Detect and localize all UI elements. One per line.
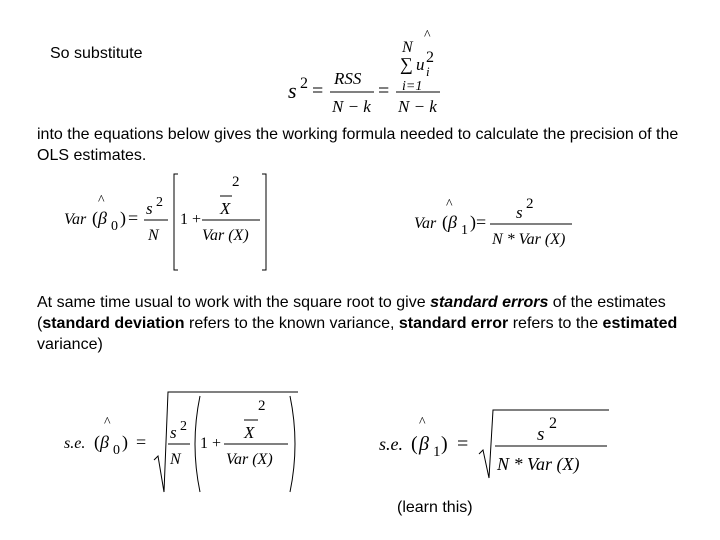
formula-s2-sum-bottom: i=1 — [402, 79, 423, 94]
se-b1-eq: = — [457, 433, 469, 455]
var-b0-beta: β — [98, 208, 107, 228]
paragraph-standard-errors — [37, 292, 697, 355]
p2-part-2: of the estimates — [548, 294, 666, 311]
se-b0-sub: 0 — [113, 443, 120, 458]
se-b0-den: N — [170, 451, 181, 468]
se-b1-num: s — [537, 424, 545, 445]
p2-part-4: refers to the known variance, — [184, 315, 399, 332]
formula-s2-denominator-2: N − k — [398, 97, 437, 116]
se-b0-xbar-exp: 2 — [258, 398, 266, 414]
var-b0-close: ) — [120, 208, 126, 228]
var-b0-label: Var — [64, 211, 87, 228]
se-b1-label: s.e. — [379, 434, 403, 454]
se-b0-open: ( — [94, 432, 100, 452]
formula-s2-eq-2: = — [378, 80, 390, 102]
p2-emphasis-standard-deviation: standard deviation — [42, 315, 185, 332]
var-b0-open: ( — [92, 208, 98, 228]
var-b0-den: N — [148, 227, 159, 244]
formula-s2-sum-top: N — [402, 39, 413, 56]
p2-part-3: ( — [37, 315, 43, 332]
formula-s2-sum-sign: ∑ — [400, 54, 413, 74]
p2-part-1: At same time usual to work with the square root to give — [37, 294, 431, 311]
formula-s2-lhs: s — [288, 78, 297, 103]
se-b1-sub: 1 — [433, 444, 441, 460]
se-b0-label: s.e. — [64, 435, 86, 452]
var-b0-eq: = — [128, 208, 139, 228]
var-b0-sub: 0 — [111, 219, 118, 234]
formula-s2-sum-sub: i — [426, 64, 430, 79]
se-b0-eq: = — [136, 432, 147, 452]
paragraph-intro: into the equations below gives the working formula needed to calculate the precision of the OLS estimates. — [37, 126, 679, 164]
p2-emphasis-standard-error: standard error — [398, 315, 509, 332]
se-b0-one-plus: 1 + — [200, 435, 222, 452]
se-b0-close: ) — [122, 432, 128, 452]
formula-se-beta1 — [375, 402, 615, 482]
p2-emphasis-estimated: estimated — [602, 315, 678, 332]
formula-s2-numerator: RSS — [334, 69, 362, 88]
var-b0-hat: ^ — [98, 193, 105, 208]
var-b0-num-exp: 2 — [156, 195, 163, 210]
var-b1-num: s — [516, 203, 523, 222]
formula-se-beta0 — [60, 388, 310, 498]
formula-s2-sum-exp: 2 — [426, 49, 434, 66]
p2-emphasis-standard-errors: standard errors — [430, 294, 549, 311]
formula-var-beta1 — [410, 188, 580, 254]
var-b1-eq: = — [476, 212, 487, 232]
se-b1-close: ) — [441, 433, 448, 455]
formula-s-squared — [280, 24, 460, 120]
var-b1-hat: ^ — [446, 197, 453, 212]
var-b1-close: ) — [470, 212, 476, 232]
se-b0-xbar: X — [244, 423, 255, 442]
se-b1-num-exp: 2 — [549, 415, 557, 432]
se-b0-right-paren — [290, 396, 295, 492]
p2-part-5: refers to the — [508, 315, 603, 332]
var-b1-num-exp: 2 — [526, 196, 534, 212]
var-b0-num: s — [146, 199, 153, 218]
se-b1-open: ( — [411, 433, 418, 455]
formula-s2-denominator-1: N − k — [332, 97, 371, 116]
se-b1-den: N * Var (X) — [497, 454, 580, 474]
var-b1-beta: β — [448, 212, 457, 232]
se-b0-radical — [154, 392, 298, 492]
intro-label: So substitute — [50, 45, 143, 62]
var-b1-label: Var — [414, 215, 437, 232]
se-b0-hat: ^ — [104, 415, 111, 430]
var-b1-sub: 1 — [461, 223, 468, 238]
var-b0-one-plus: 1 + — [180, 211, 202, 228]
var-b0-var-x: Var (X) — [202, 227, 249, 244]
p2-part-6: variance) — [37, 336, 103, 353]
formula-s2-hat: ^ — [424, 28, 431, 43]
formula-var-beta0 — [60, 168, 290, 274]
var-b1-den: N * Var (X) — [492, 231, 566, 248]
var-b0-right-bracket — [262, 174, 266, 270]
var-b0-xbar-exp: 2 — [232, 174, 240, 190]
se-b0-var-x: Var (X) — [226, 451, 273, 468]
se-b0-num-exp: 2 — [180, 419, 187, 434]
formula-s2-sum-var: u — [416, 55, 425, 74]
formula-s2-eq: = — [312, 80, 324, 102]
learn-this-note: (learn this) — [397, 499, 473, 516]
se-b0-num: s — [170, 423, 177, 442]
var-b1-open: ( — [442, 212, 448, 232]
se-b0-beta: β — [100, 432, 109, 452]
var-b0-left-bracket — [174, 174, 178, 270]
se-b1-hat: ^ — [419, 415, 426, 430]
var-b0-xbar: X — [220, 199, 231, 218]
se-b1-beta: β — [419, 433, 429, 455]
formula-s2-lhs-exp: 2 — [300, 75, 308, 92]
